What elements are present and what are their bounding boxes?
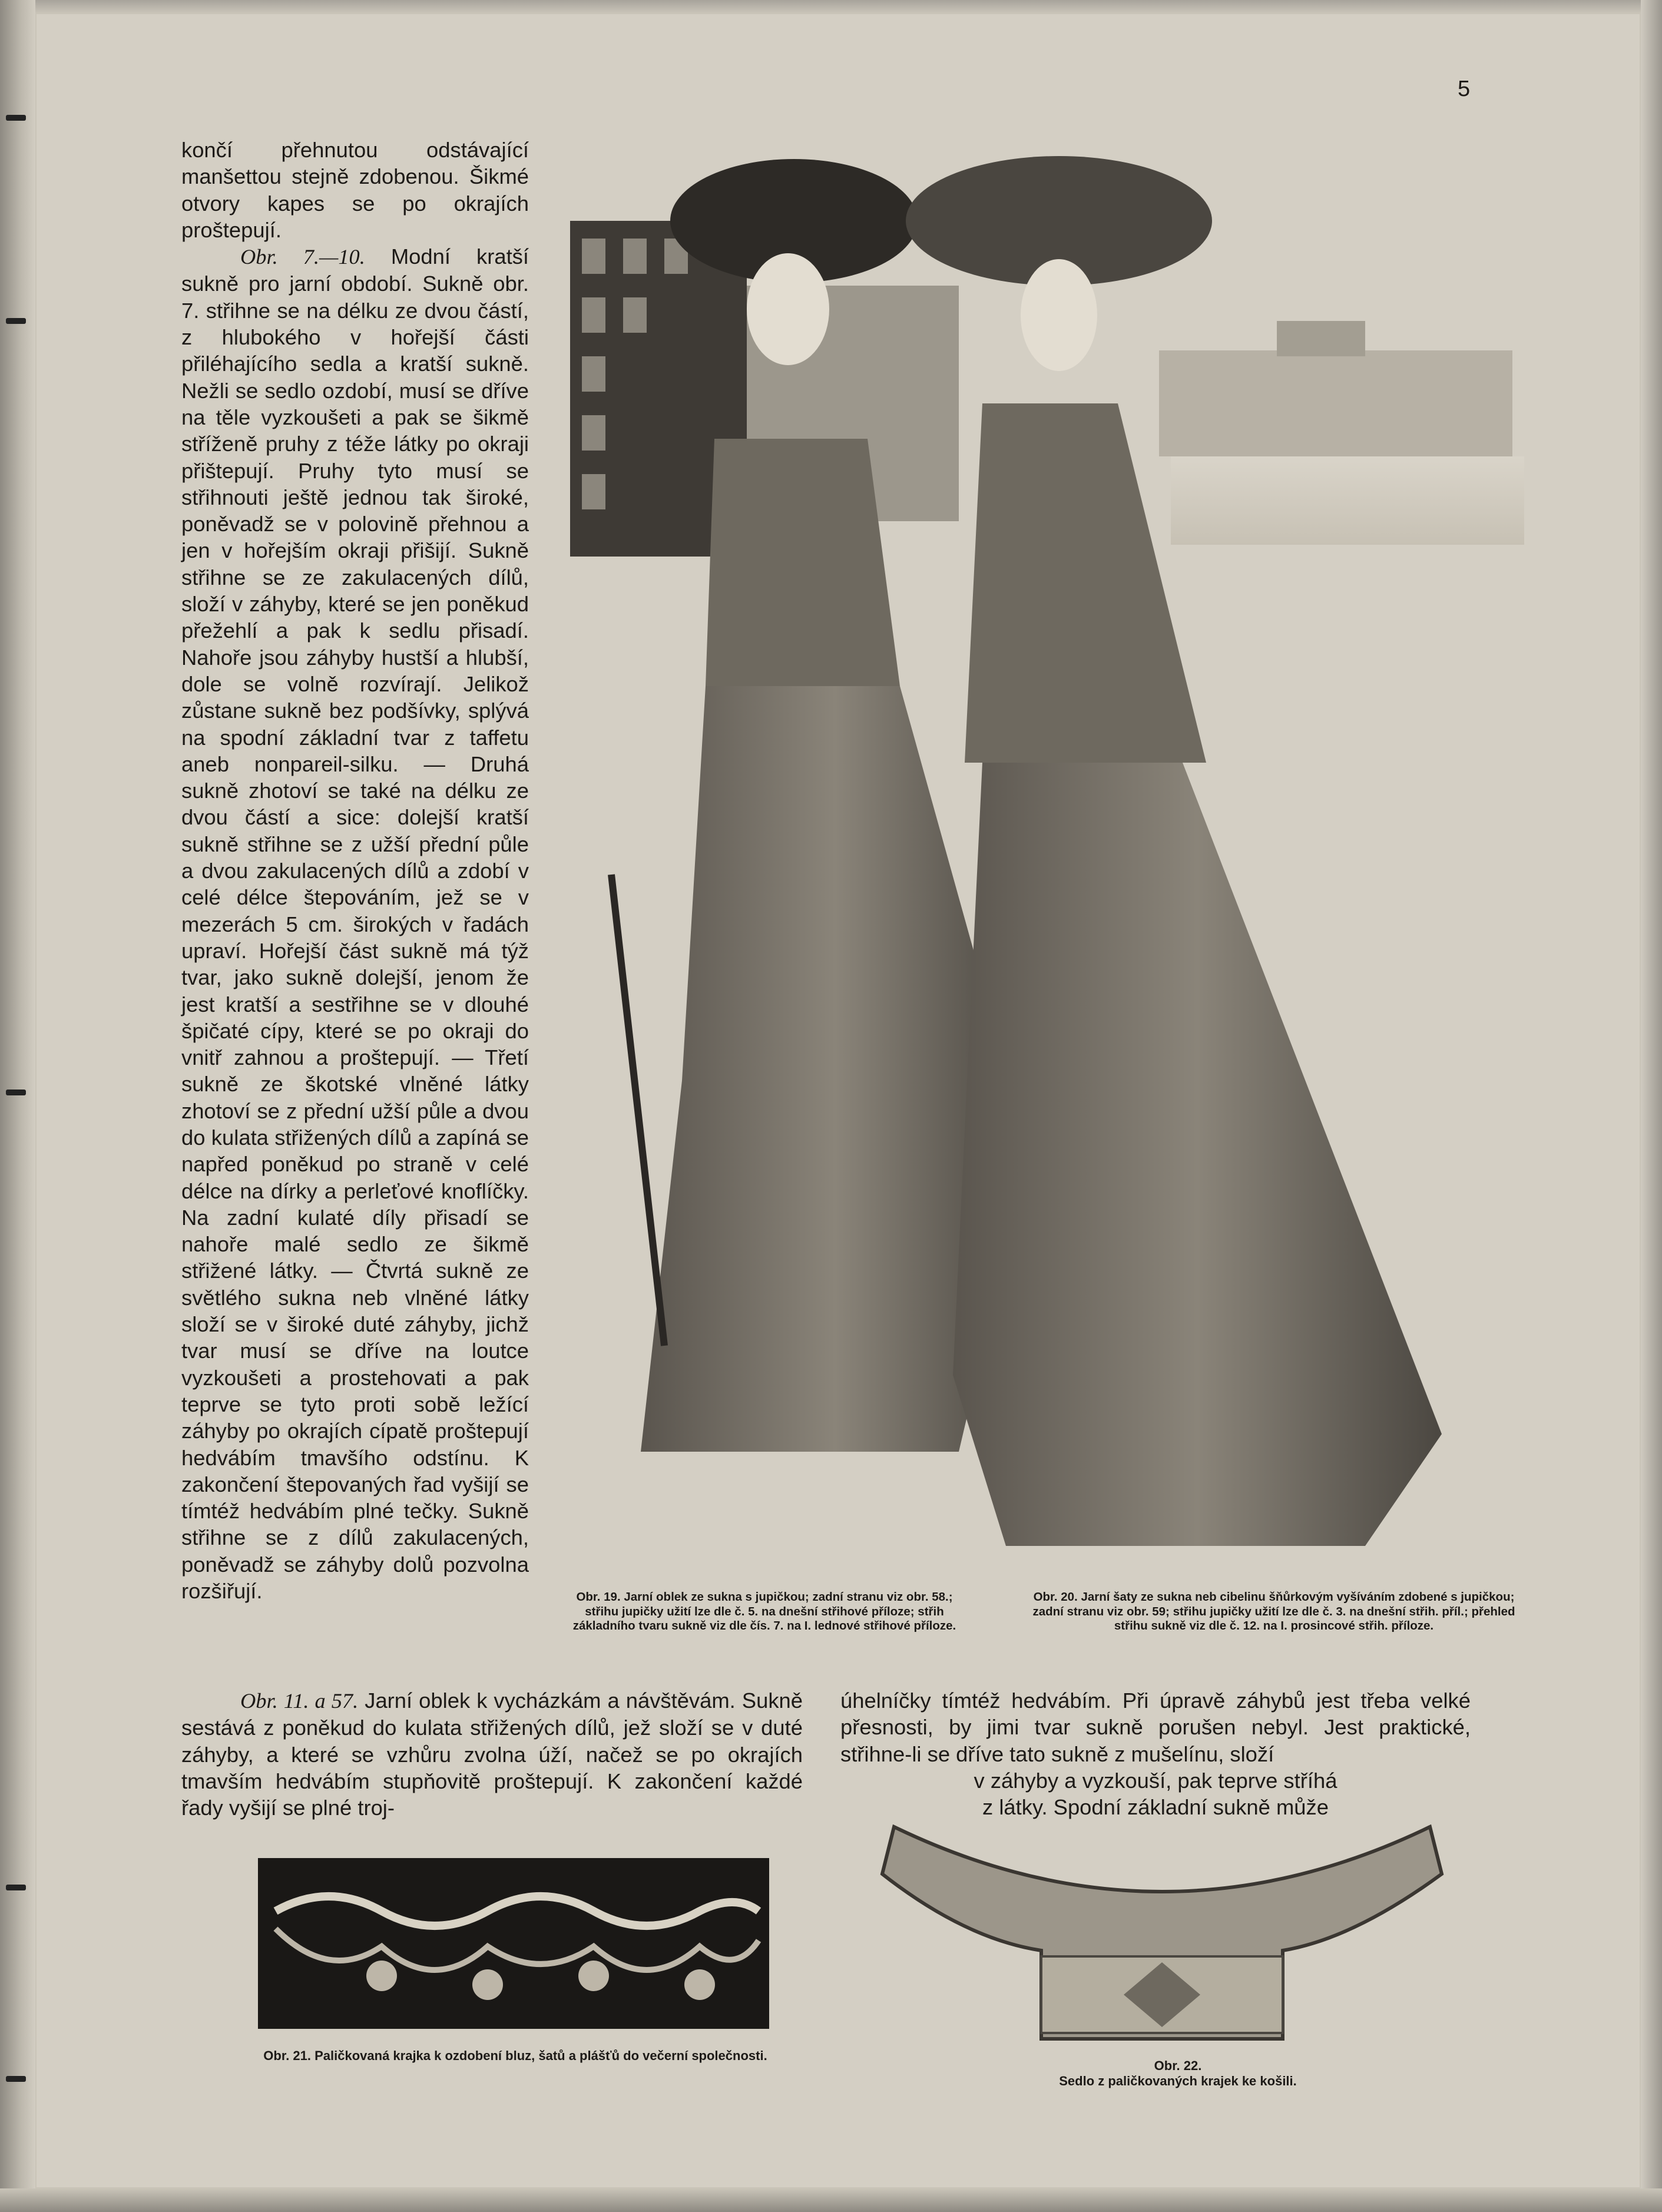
caption-line: Sedlo z paličkovaných krajek ke košili. [1059, 2074, 1297, 2088]
fashion-illustration [570, 109, 1527, 1558]
binding-mark [6, 1090, 26, 1095]
paragraph-line: v záhyby a vyzkouší, pak teprve stříhá [974, 1768, 1337, 1793]
paragraph-text: Modní kratší sukně pro jarní období. Sukně obr. 7. střihne se na délku ze dvou částí, z hlubokého v hořejší části přiléhajícího sedla a kratší sukně. Nežli se sedlo ozdobí, musí se dříve na těle vyzkoušeti a pak se šikmě stříženě pruhy z téže látky po okraji přištepují. Pruhy tyto musí se střihnouti ještě jednou tak široké, poněvadž se v polovině přehnou a jen v hořejším okraji přišijí. Sukně střihne se ze zakulacených dílů, složí v záhyby, které se jen poněkud přežehlí a pak k sedlu přisadí. Nahoře jsou záhyby hustší a hlubší, dole se volně rozvírají. Jelikož zůstane sukně bez podšívky, splývá na spodní základní tvar z taffetu aneb nonpareil-silku. — Druhá sukně zhotoví se také na délku ze dvou částí a sice: dolejší kratší sukně střihne se z užší přední půle a dvou zakulacených dílů a zdobí v celé délce štepováním, jež se v mezerách 5 cm. širokých v řadách upraví. Hořejší část sukně má týž tvar, jako sukně dolejší, jenom že jest kratší a sestřihne se v dlouhé špičaté cípy, které se po okraji do vnitř zahnou a proštepují. — Třetí sukně ze škotské vlněné látky zhotoví se z přední užší půle a dvou do kulata střižených dílů a zapíná se napřed poněkud po straně v celé délce na dírky a perleťové knoflíčky. Na zadní kulaté díly přisadí se nahoře malé sedlo ze šikmě střižené látky. — Čtvrtá sukně ze světlého sukna neb vlněné látky složí se v široké duté záhyby, jichž tvar musí se dříve na loutce vyzkoušeti a prostehovati a pak teprve se tyto proti sobě ležící záhyby po okrajích cípatě proštepují hedvábím tmavšího odstínu. K zakončení štepovaných řad vyšijí se tímtéž hedvábím plné tečky. Sukně střihne se z dílů zakulacených, poněvadž se záhyby dolů pozvolna rozšiřují. [181, 244, 529, 1604]
scan-binding-shadow [0, 0, 35, 2212]
lace-yoke-illustration [847, 1803, 1477, 2062]
paragraph: úhelníčky tímtéž hedvábím. Při úpravě záhybů jest třeba velké přesnosti, by jimi tvar sukně porušen nebyl. Jest praktické, střihne-li se dříve tato sukně z mušelínu, složí [840, 1688, 1471, 1766]
skirt-right [953, 763, 1442, 1546]
paragraph: končí přehnutou odstávající manšettou stejně zdobenou. Šikmé otvory kapes se po okrajích proštepují. [181, 138, 529, 242]
binding-mark [6, 1885, 26, 1890]
figure-reference: Obr. 11. a 57. [240, 1689, 359, 1713]
scan-top-edge [0, 0, 1662, 13]
paragraph-text: Jarní oblek k vycházkám a návštěvám. Sukně sestává z poněkud do kulata střižených dílů, jež složí se v duté záhyby, a které se vzhůru zvolna úží, načež se po okrajích tmavším hedvábím stupňovitě proštepují. K zakončení každé řady vyšijí se plné troj- [181, 1688, 803, 1820]
scan-right-edge [1641, 0, 1662, 2212]
bottom-left-text [181, 1687, 803, 1821]
page-number: 5 [1458, 77, 1471, 101]
caption-figure-19: Obr. 19. Jarní oblek ze sukna s jupičkou; zadní stranu viz obr. 58.; střihu jupičky užití lze dle č. 5. na dnešní střihové příloze; střih základního tvaru sukně viz dle čís. 7. na I. lednové střihové příloze. [572, 1590, 956, 1632]
paragraph-line: z látky. Spodní základní sukně může [982, 1795, 1329, 1820]
caption-figure-21: Obr. 21. Paličkovaná krajka k ozdobení bluz, šatů a plášťů do večerní společnosti. [263, 2048, 767, 2063]
jacket-left [706, 439, 900, 686]
paragraph [181, 243, 529, 1604]
scan-bottom-edge [0, 2188, 1662, 2212]
bobbin-lace-illustration [258, 1858, 769, 2029]
binding-mark [6, 115, 26, 121]
binding-mark [6, 2076, 26, 2082]
left-text-column [181, 137, 529, 1604]
umbrella [611, 875, 664, 1346]
figure-reference: Obr. 7.—10. [240, 245, 365, 269]
caption-line: Obr. 22. [1154, 2058, 1202, 2073]
caption-figure-20: Obr. 20. Jarní šaty ze sukna neb cibelinu šňůrkovým vyšíváním zdobené s jupičkou; zadní stranu viz obr. 59; střihu jupičky užití lze dle č. 3. na dnešní střih. příl.; přehled střihu sukně viz dle č. 12. na I. prosincové střih. příloze. [1032, 1590, 1515, 1632]
binding-mark [6, 318, 26, 324]
jacket-right [965, 403, 1206, 763]
paragraph [181, 1687, 803, 1821]
caption-figure-22 [957, 2058, 1399, 2089]
bottom-right-text [840, 1687, 1471, 1820]
